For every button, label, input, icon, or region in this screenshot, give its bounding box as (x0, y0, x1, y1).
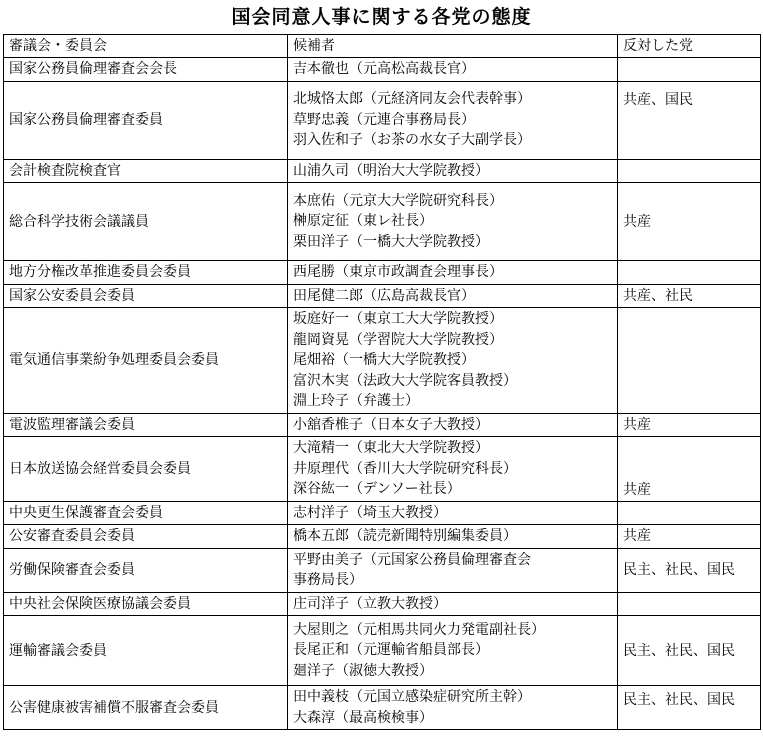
candidates-cell (288, 437, 618, 502)
council-cell: 国家公務員倫理審査委員 (4, 81, 288, 159)
opposed-cell: 共産、国民 (618, 81, 761, 159)
candidate-name: 深谷紘一（デンソー社長） (293, 481, 461, 497)
opposed-cell (618, 308, 761, 414)
candidate-name: 事務局長） (293, 572, 363, 588)
header-row (4, 35, 761, 58)
consent-table (3, 34, 761, 730)
table-row (4, 413, 761, 437)
opposed-cell (618, 592, 761, 616)
table-row (4, 437, 761, 502)
candidate-name: 龍岡資晃（学習院大大学院教授） (293, 331, 503, 348)
table-row (4, 686, 761, 730)
candidates-cell (288, 58, 618, 82)
candidate-name: 榊原定征（東レ社長） (293, 213, 433, 230)
candidates-cell (288, 592, 618, 616)
candidate-name: 田尾健二郎（広島高裁長官） (293, 287, 475, 304)
table-row (4, 525, 761, 549)
council-cell: 会計検査院検査官 (4, 159, 288, 183)
opposed-cell (618, 159, 761, 183)
opposed-cell (618, 58, 761, 82)
candidates-cell (288, 284, 618, 308)
opposed-cell: 民主、社民、国民 (618, 686, 761, 730)
candidate-name: 山浦久司（明治大大学院教授） (293, 162, 489, 179)
candidates-cell (288, 183, 618, 261)
table-row (4, 592, 761, 616)
table-row (4, 261, 761, 285)
table-row (4, 159, 761, 183)
candidate-name: 淵上玲子（弁護士） (293, 393, 419, 409)
opposed-cell (618, 501, 761, 525)
candidate-name: 大滝精一（東北大大学院教授） (293, 440, 489, 456)
candidates-cell (288, 261, 618, 285)
table-body (4, 58, 761, 730)
candidate-name: 栗田洋子（一橋大大学院教授） (293, 233, 489, 250)
candidate-name: 平野由美子（元国家公務員倫理審査会 (293, 551, 531, 568)
opposed-cell: 民主、社民、国民 (618, 548, 761, 592)
table-row (4, 284, 761, 308)
candidate-name: 井原理代（香川大大学院研究科長） (293, 460, 517, 477)
council-cell: 運輸審議会委員 (4, 616, 288, 686)
candidate-name: 大森淳（最高検検事） (293, 709, 433, 726)
table-row (4, 616, 761, 686)
candidates-cell (288, 525, 618, 549)
opposed-cell: 共産 (618, 183, 761, 261)
candidate-name: 富沢木実（法政大大学院客員教授） (293, 372, 517, 389)
candidates-cell (288, 413, 618, 437)
council-cell: 公害健康被害補償不服審査会委員 (4, 686, 288, 730)
table-row (4, 501, 761, 525)
council-cell: 総合科学技術会議議員 (4, 183, 288, 261)
council-cell: 労働保険審査会委員 (4, 548, 288, 592)
council-cell: 公安審査委員会委員 (4, 525, 288, 549)
header-candidates: 候補者 (288, 35, 618, 58)
opposed-cell: 共産、社民 (618, 284, 761, 308)
table-row (4, 58, 761, 82)
page-title: 国会同意人事に関する各党の態度 (231, 6, 532, 28)
opposed-cell: 共産 (618, 437, 761, 502)
table-row (4, 183, 761, 261)
council-cell: 地方分権改革推進委員会委員 (4, 261, 288, 285)
table-row (4, 81, 761, 159)
opposed-cell (618, 261, 761, 285)
candidates-cell (288, 501, 618, 525)
council-cell: 電波監理審議会委員 (4, 413, 288, 437)
opposed-cell: 共産 (618, 525, 761, 549)
council-cell: 中央更生保護審査会委員 (4, 501, 288, 525)
candidate-name: 羽入佐和子（お茶の水女子大副学長） (293, 132, 531, 149)
council-cell: 国家公安委員会委員 (4, 284, 288, 308)
candidate-name: 橋本五郎（読売新聞特別編集委員） (293, 528, 517, 544)
candidate-name: 坂庭好一（東京工大大学院教授） (293, 311, 503, 327)
candidate-name: 尾畑裕（一橋大大学院教授） (293, 352, 475, 368)
council-cell: 中央社会保険医療協議会委員 (4, 592, 288, 616)
candidate-name: 庄司洋子（立教大教授） (293, 595, 447, 612)
candidate-name: 本庶佑（元京大大学院研究科長） (293, 192, 503, 209)
candidate-name: 草野忠義（元連合事務局長） (293, 111, 475, 128)
candidate-name: 西尾勝（東京市政調査会理事長） (293, 264, 503, 280)
council-cell: 電気通信事業紛争処理委員会委員 (4, 308, 288, 414)
table-row (4, 308, 761, 414)
candidate-name: 小舘香椎子（日本女子大教授） (293, 416, 489, 433)
candidate-name: 長尾正和（元運輸省船員部長） (293, 642, 489, 659)
candidates-cell (288, 686, 618, 730)
candidate-name: 吉本徹也（元高松高裁長官） (293, 61, 475, 77)
candidate-name: 田中義枝（元国立感染症研究所主幹） (293, 689, 531, 705)
candidate-name: 大屋則之（元相馬共同火力発電副社長） (293, 621, 545, 638)
council-cell: 日本放送協会経営委員会委員 (4, 437, 288, 502)
opposed-cell: 民主、社民、国民 (618, 616, 761, 686)
opposed-cell: 共産 (618, 413, 761, 437)
candidates-cell (288, 308, 618, 414)
candidates-cell (288, 548, 618, 592)
candidate-name: 北城恪太郎（元経済同友会代表幹事） (293, 91, 531, 108)
candidates-cell (288, 81, 618, 159)
candidates-cell (288, 616, 618, 686)
header-council: 審議会・委員会 (4, 35, 288, 58)
candidate-name: 廻洋子（淑徳大教授） (293, 662, 433, 679)
table-row (4, 548, 761, 592)
candidates-cell (288, 159, 618, 183)
council-cell: 国家公務員倫理審査会会長 (4, 58, 288, 82)
header-opposed: 反対した党 (618, 35, 761, 58)
candidate-name: 志村洋子（埼玉大教授） (293, 504, 447, 521)
